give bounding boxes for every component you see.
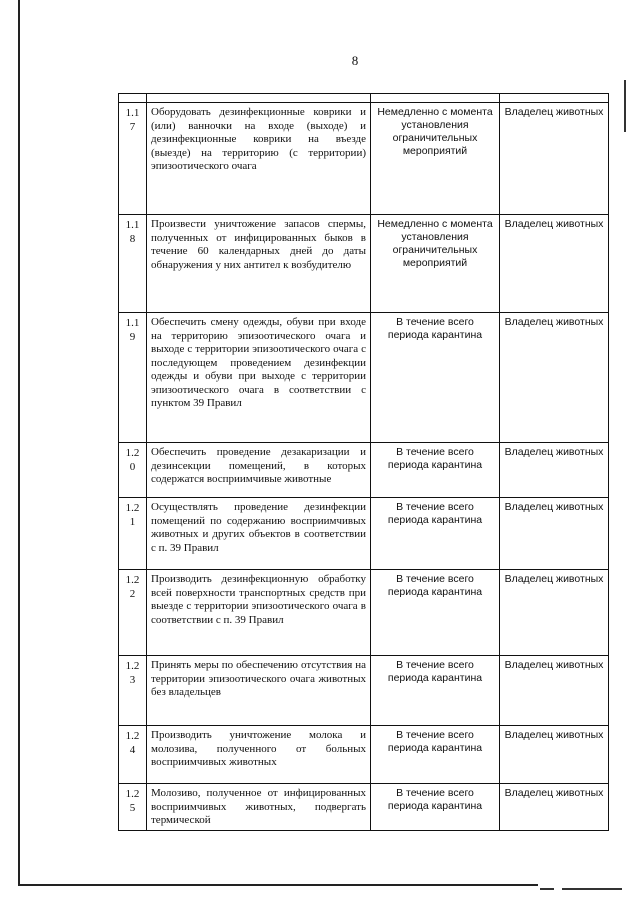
scan-mark-right	[624, 80, 626, 132]
measures-table	[118, 93, 609, 831]
deadline-text: В течение всего периода карантина	[371, 784, 500, 831]
table-row	[119, 103, 609, 215]
item-number: 1.20	[119, 443, 147, 498]
deadline-text: В течение всего периода карантина	[371, 726, 500, 784]
table-header-cell	[119, 94, 147, 103]
action-text: Оборудовать дезинфекционные коврики и (или) ванночки на входе (выходе) и дезинфекционные коврики на въезде (выезде) на территорию (с территории) эпизоотического очага	[147, 103, 371, 215]
item-number: 1.18	[119, 215, 147, 313]
action-text: Обеспечить проведение дезакаризации и дезинсекции помещений, в которых содержатся восприимчивые животные	[147, 443, 371, 498]
deadline-text: В течение всего периода карантина	[371, 656, 500, 726]
action-text: Осуществлять проведение дезинфекции помещений по содержанию восприимчивых животных и других объектов в соответствии с п. 39 Правил	[147, 498, 371, 570]
table-header-cell	[371, 94, 500, 103]
action-text: Производить дезинфекционную обработку всей поверхности транспортных средств при выезде с территории эпизоотического очага в соответствии с п. 39 Правил	[147, 570, 371, 656]
responsible-text: Владелец животных	[500, 784, 609, 831]
item-number: 1.25	[119, 784, 147, 831]
action-text: Принять меры по обеспечению отсутствия на территории эпизоотического очага животных без владельцев	[147, 656, 371, 726]
action-text: Произвести уничтожение запасов спермы, полученных от инфицированных быков в течение 60 календарных дней до даты обнаружения у них антител к возбудителю	[147, 215, 371, 313]
table-header-row	[119, 94, 609, 103]
responsible-text: Владелец животных	[500, 726, 609, 784]
responsible-text: Владелец животных	[500, 313, 609, 443]
deadline-text: В течение всего периода карантина	[371, 443, 500, 498]
item-number: 1.19	[119, 313, 147, 443]
responsible-text: Владелец животных	[500, 215, 609, 313]
action-text: Молозиво, полученное от инфицированных восприимчивых животных, подвергать термической	[147, 784, 371, 831]
scan-border-bottom	[18, 884, 538, 886]
table-row	[119, 498, 609, 570]
table-row	[119, 726, 609, 784]
table-header-cell	[147, 94, 371, 103]
table-row	[119, 570, 609, 656]
deadline-text: В течение всего периода карантина	[371, 313, 500, 443]
table-row	[119, 784, 609, 831]
responsible-text: Владелец животных	[500, 443, 609, 498]
table-header-cell	[500, 94, 609, 103]
action-text: Обеспечить смену одежды, обуви при входе на территорию эпизоотического очага и выходе с территории эпизоотического очага с последующем проведением дезинфекции одежды и обуви при выходе с территории эпизоотического очага в соответствии с пунктом 39 Правил	[147, 313, 371, 443]
item-number: 1.21	[119, 498, 147, 570]
table-row	[119, 443, 609, 498]
deadline-text: В течение всего периода карантина	[371, 570, 500, 656]
responsible-text: Владелец животных	[500, 498, 609, 570]
table-row	[119, 313, 609, 443]
scan-mark-bottom	[540, 888, 554, 890]
item-number: 1.17	[119, 103, 147, 215]
table-row	[119, 215, 609, 313]
item-number: 1.23	[119, 656, 147, 726]
scan-mark-bottom	[562, 888, 622, 890]
action-text: Производить уничтожение молока и молозива, полученного от больных восприимчивых животных	[147, 726, 371, 784]
deadline-text: Немедленно с момента установления ограничительных мероприятий	[371, 215, 500, 313]
page-number: 8	[351, 53, 359, 68]
responsible-text: Владелец животных	[500, 103, 609, 215]
scan-border-left	[18, 0, 20, 886]
deadline-text: Немедленно с момента установления ограничительных мероприятий	[371, 103, 500, 215]
item-number: 1.22	[119, 570, 147, 656]
item-number: 1.24	[119, 726, 147, 784]
deadline-text: В течение всего периода карантина	[371, 498, 500, 570]
responsible-text: Владелец животных	[500, 656, 609, 726]
responsible-text: Владелец животных	[500, 570, 609, 656]
table-row	[119, 656, 609, 726]
